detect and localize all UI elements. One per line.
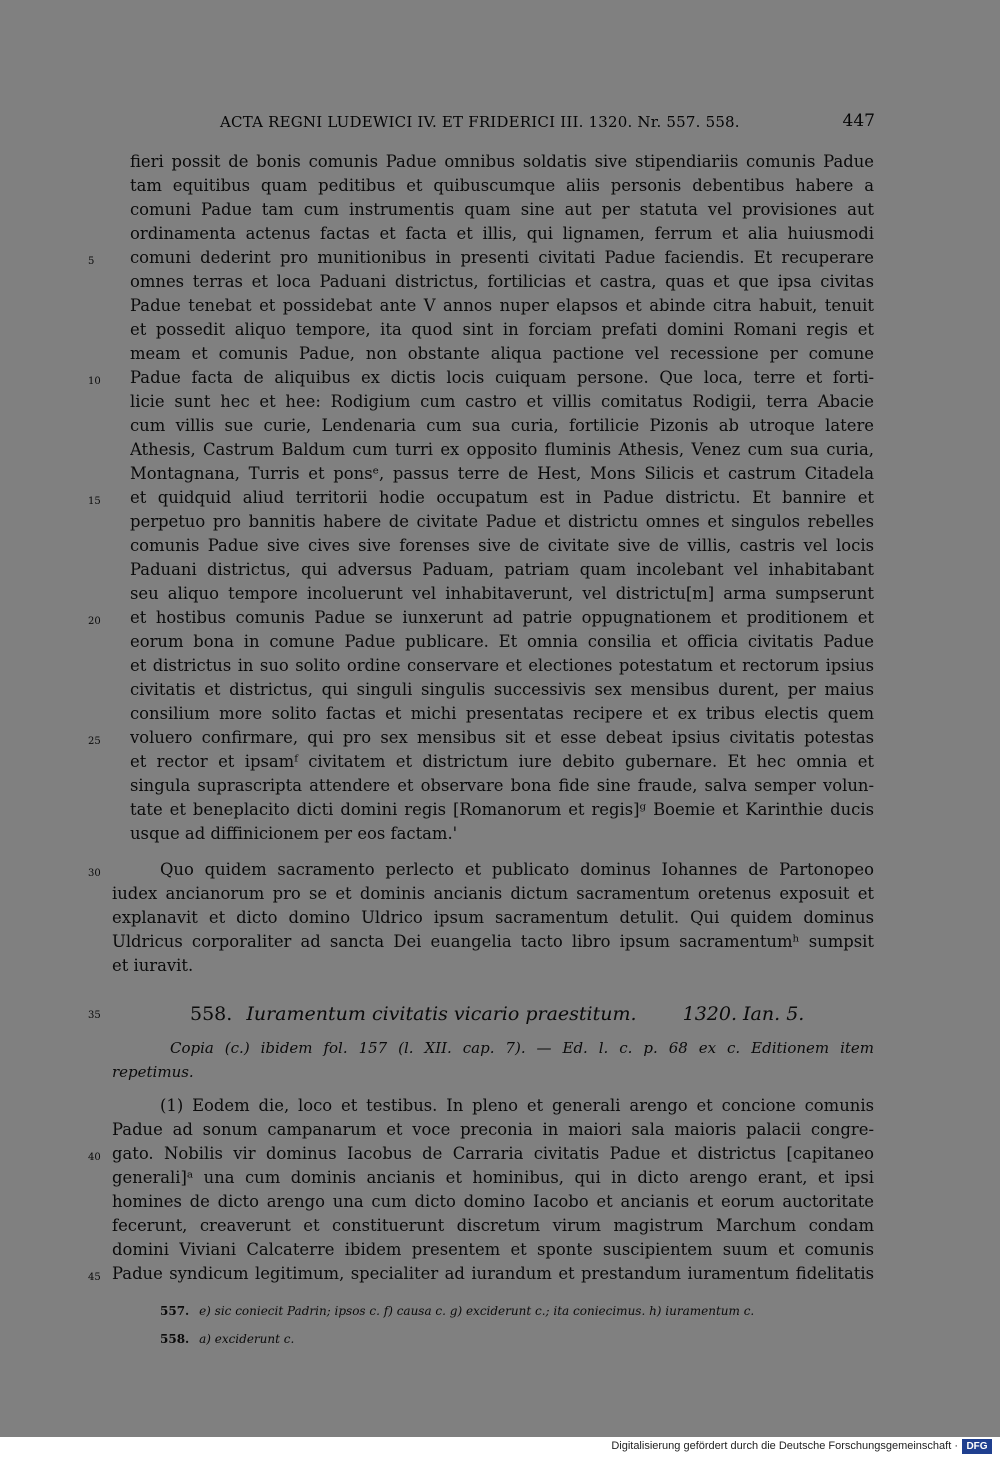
text-line: gato. Nobilis vir dominus Iacobus de Carraria civitatis Padue et districtus [capitaneo bbox=[112, 1144, 874, 1163]
page-number: 447 bbox=[842, 111, 875, 131]
text-line: et quidquid aliud territorii hodie occupatum est in Padue districtu. Et bannire et bbox=[130, 488, 874, 507]
footnote-557 bbox=[160, 1302, 754, 1320]
document-heading bbox=[190, 1000, 890, 1028]
text-line: Paduani districtus, qui adversus Paduam, patriam quam incolebant vel inhabitabant bbox=[130, 560, 874, 579]
text-line: et iuravit. bbox=[112, 956, 194, 975]
funding-credit[interactable]: Digitalisierung gefördert durch die Deutsche Forschungsgemeinschaft · bbox=[611, 1440, 958, 1452]
text-line: seu aliquo tempore incoluerunt vel inhabitaverunt, vel districtu[m] arma sumpserunt bbox=[130, 584, 874, 603]
text-line: et possedit aliquo tempore, ita quod sint in forciam prefati domini Romani regis et bbox=[130, 320, 874, 339]
footnote-label: 557. bbox=[160, 1304, 190, 1318]
text-line: comunis Padue sive cives sive forenses sive de civitate sive de villis, castris vel locis bbox=[130, 536, 874, 555]
text-line: usque ad diffinicionem per eos factam.' bbox=[130, 824, 458, 843]
dfg-logo[interactable]: DFG bbox=[962, 1439, 992, 1454]
text-line: domini Viviani Calcaterre ibidem presentem et sponte suscipientem suum et comunis bbox=[112, 1240, 874, 1259]
document-number: 558. bbox=[190, 1003, 233, 1025]
text-line: Quo quidem sacramento perlecto et publicato dominus Iohannes de Partonopeo bbox=[160, 860, 874, 879]
footnote-558 bbox=[160, 1330, 294, 1348]
text-line: Uldricus corporaliter ad sancta Dei euangelia tacto libro ipsum sacramentumʰ sumpsit bbox=[112, 932, 874, 951]
footnote-label: 558. bbox=[160, 1332, 190, 1346]
text-line: Montagnana, Turris et ponsᵉ, passus terre de Hest, Mons Silicis et castrum Citadela bbox=[130, 464, 874, 483]
text-line: homines de dicto arengo una cum dicto domino Iacobo et ancianis et eorum auctoritate bbox=[112, 1192, 874, 1211]
running-header bbox=[110, 113, 875, 137]
text-line: Padue tenebat et possidebat ante V annos nuper elapsos et abinde citra habuit, tenuit bbox=[130, 296, 874, 315]
text-line: eorum bona in comune Padue publicare. Et omnia consilia et officia civitatis Padue bbox=[130, 632, 874, 651]
line-number: 45 bbox=[88, 1272, 101, 1283]
document-date: 1320. Ian. 5. bbox=[682, 1003, 805, 1025]
text-line: perpetuo pro bannitis habere de civitate Padue et districtu omnes et singulos rebelles bbox=[130, 512, 874, 531]
text-line: voluero confirmare, qui pro sex mensibus sit et esse debeat ipsius civitatis potestas bbox=[130, 728, 874, 747]
text-line: explanavit et dicto domino Uldrico ipsum sacramentum detulit. Qui quidem dominus bbox=[112, 908, 874, 927]
line-number: 5 bbox=[88, 256, 95, 267]
text-line: civitatis et districtus, qui singuli singulis successivis sex mensibus durent, per maius bbox=[130, 680, 874, 699]
text-line: ordinamenta actenus factas et facta et illis, qui lignamen, ferrum et alia huiusmodi bbox=[130, 224, 874, 243]
text-line: Athesis, Castrum Baldum cum turri ex opposito fluminis Athesis, Venez cum sua curia, bbox=[130, 440, 874, 459]
text-line: comuni Padue tam cum instrumentis quam sine aut per statuta vel provisiones aut bbox=[130, 200, 874, 219]
text-line: fecerunt, creaverunt et constituerunt discretum virum magistrum Marchum condam bbox=[112, 1216, 874, 1235]
running-title: ACTA REGNI LUDEWICI IV. ET FRIDERICI III. 1320. Nr. 557. 558. bbox=[220, 113, 740, 131]
text-line: et rector et ipsamᶠ civitatem et districtum iure debito gubernare. Et hec omnia et bbox=[130, 752, 874, 771]
text-line: singula suprascripta attendere et observare bona fide sine fraude, salva semper volun- bbox=[130, 776, 874, 795]
line-number: 25 bbox=[88, 736, 101, 747]
text-line: omnes terras et loca Paduani districtus, fortilicias et castra, quas et que ipsa civitas bbox=[130, 272, 874, 291]
text-line: et hostibus comunis Padue se iunxerunt ad patrie oppugnationem et proditionem et bbox=[130, 608, 874, 627]
footnote-text: a) exciderunt c. bbox=[199, 1332, 295, 1346]
text-line: et districtus in suo solito ordine conservare et electiones potestatum et rectorum ipsius bbox=[130, 656, 874, 675]
text-line: fieri possit de bonis comunis Padue omnibus soldatis sive stipendiariis comunis Padue bbox=[130, 152, 874, 171]
text-line: Padue facta de aliquibus ex dictis locis cuiquam persone. Que loca, terre et forti- bbox=[130, 368, 874, 387]
footer-bar bbox=[0, 1437, 1000, 1459]
line-number: 10 bbox=[88, 376, 101, 387]
document-title: Iuramentum civitatis vicario praestitum. bbox=[246, 1003, 637, 1025]
source-note: Copia (c.) ibidem fol. 157 (l. XII. cap. 7). — Ed. l. c. p. 68 ex c. Editionem item bbox=[170, 1039, 874, 1057]
line-number: 35 bbox=[88, 1010, 101, 1021]
text-line: Padue ad sonum campanarum et voce preconia in maiori sala maioris palacii congre- bbox=[112, 1120, 874, 1139]
source-note: repetimus. bbox=[112, 1063, 194, 1081]
text-line: cum villis sue curie, Lendenaria cum sua curia, fortilicie Pizonis ab utroque latere bbox=[130, 416, 874, 435]
line-number: 30 bbox=[88, 868, 101, 879]
footnote-text: e) sic coniecit Padrin; ipsos c. f) causa c. g) exciderunt c.; ita coniecimus. h) iuramentum c. bbox=[199, 1304, 755, 1318]
text-line: generali]ᵃ una cum dominis ancianis et hominibus, qui in dicto arengo erant, et ipsi bbox=[112, 1168, 874, 1187]
text-line: consilium more solito factas et michi presentatas recipere et ex tribus electis quem bbox=[130, 704, 874, 723]
line-number: 40 bbox=[88, 1152, 101, 1163]
text-line: comuni dederint pro munitionibus in presenti civitati Padue faciendis. Et recuperare bbox=[130, 248, 874, 267]
text-line: iudex ancianorum pro se et dominis ancianis dictum sacramentum oretenus exposuit et bbox=[112, 884, 874, 903]
text-line: (1) Eodem die, loco et testibus. In pleno et generali arengo et concione comunis bbox=[160, 1096, 874, 1115]
text-line: tate et beneplacito dicti domini regis [Romanorum et regis]ᵍ Boemie et Karinthie ducis bbox=[130, 800, 874, 819]
text-line: meam et comunis Padue, non obstante aliqua pactione vel recessione per comune bbox=[130, 344, 874, 363]
text-line: licie sunt hec et hee: Rodigium cum castro et villis comitatus Rodigii, terra Abacie bbox=[130, 392, 874, 411]
text-line: Padue syndicum legitimum, specialiter ad iurandum et prestandum iuramentum fidelitatis bbox=[112, 1264, 874, 1283]
line-number: 15 bbox=[88, 496, 101, 507]
line-number: 20 bbox=[88, 616, 101, 627]
text-line: tam equitibus quam peditibus et quibuscumque aliis personis debentibus habere a bbox=[130, 176, 874, 195]
